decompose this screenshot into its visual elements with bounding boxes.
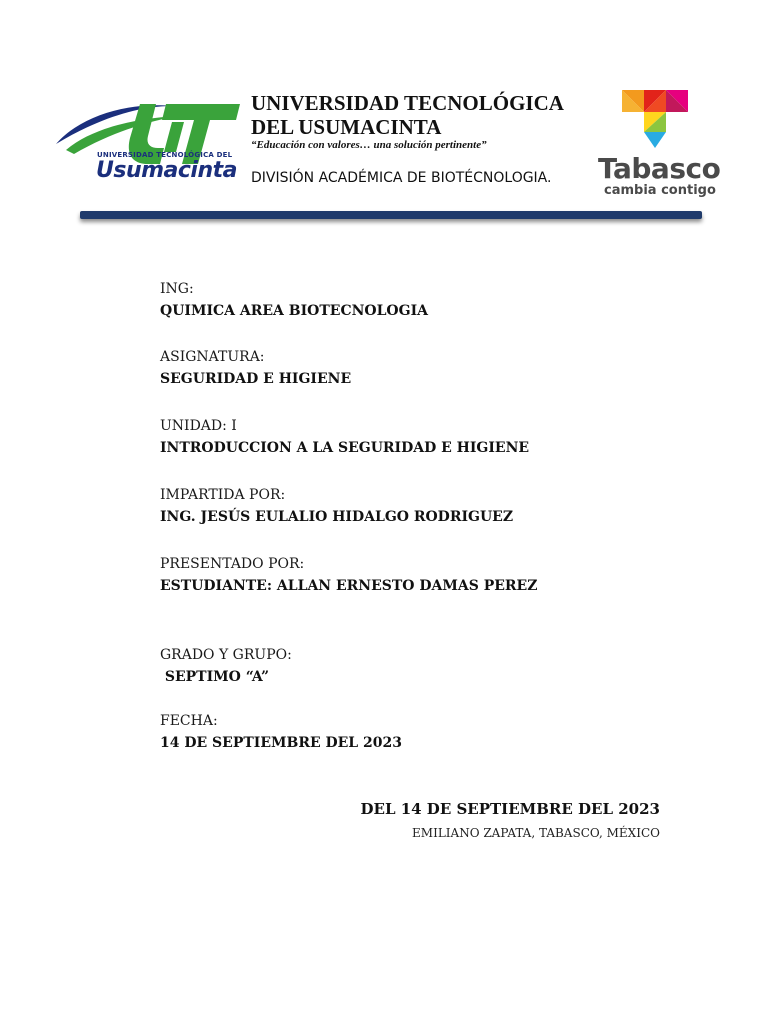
university-title-line1: UNIVERSIDAD TECNOLÓGICA (251, 91, 564, 115)
field-label: IMPARTIDA POR: (160, 487, 286, 503)
field-impartida (160, 484, 513, 528)
field-value: SEPTIMO “A” (160, 669, 270, 685)
field-label: PRESENTADO POR: (160, 556, 305, 572)
logo-small-text: UNIVERSIDAD TECNOLÓGICA DEL (97, 151, 233, 159)
field-label: FECHA: (160, 713, 218, 729)
tabasco-tile (644, 132, 666, 148)
footer-date: DEL 14 DE SEPTIEMBRE DEL 2023 (360, 800, 660, 818)
field-value: QUIMICA AREA BIOTECNOLOGIA (160, 303, 428, 319)
tabasco-subtitle: cambia contigo (604, 183, 716, 198)
field-presentado (160, 553, 537, 597)
university-title-line2: DEL USUMACINTA (251, 115, 442, 139)
logo-main-text: Usumacinta (96, 158, 237, 183)
field-ing (160, 278, 428, 322)
university-title (251, 91, 564, 139)
division: DIVISIÓN ACADÉMICA DE BIOTÉCNOLOGIA. (251, 170, 552, 186)
field-value: ING. JESÚS EULALIO HIDALGO RODRIGUEZ (160, 509, 514, 525)
field-label: GRADO Y GRUPO: (160, 647, 292, 663)
field-unidad (160, 415, 529, 459)
field-label: UNIDAD: I (160, 418, 237, 434)
field-value: SEGURIDAD E HIGIENE (160, 371, 352, 387)
logo-u-right (164, 122, 184, 152)
header-rule (80, 211, 702, 219)
field-label: ASIGNATURA: (160, 349, 265, 365)
field-grado (160, 644, 292, 688)
field-asignatura (160, 346, 351, 390)
field-value: INTRODUCCION A LA SEGURIDAD E HIGIENE (160, 440, 530, 456)
field-value: ESTUDIANTE: ALLAN ERNESTO DAMAS PEREZ (160, 578, 538, 594)
footer-place: EMILIANO ZAPATA, TABASCO, MÉXICO (412, 826, 660, 840)
field-value: 14 DE SEPTIEMBRE DEL 2023 (160, 735, 402, 751)
field-label: ING: (160, 281, 194, 297)
logo-swoosh-navy (56, 105, 172, 144)
tabasco-word: Tabasco (598, 152, 721, 185)
field-fecha (160, 710, 402, 754)
motto: “Educación con valores… una solución pertinente” (251, 139, 487, 151)
